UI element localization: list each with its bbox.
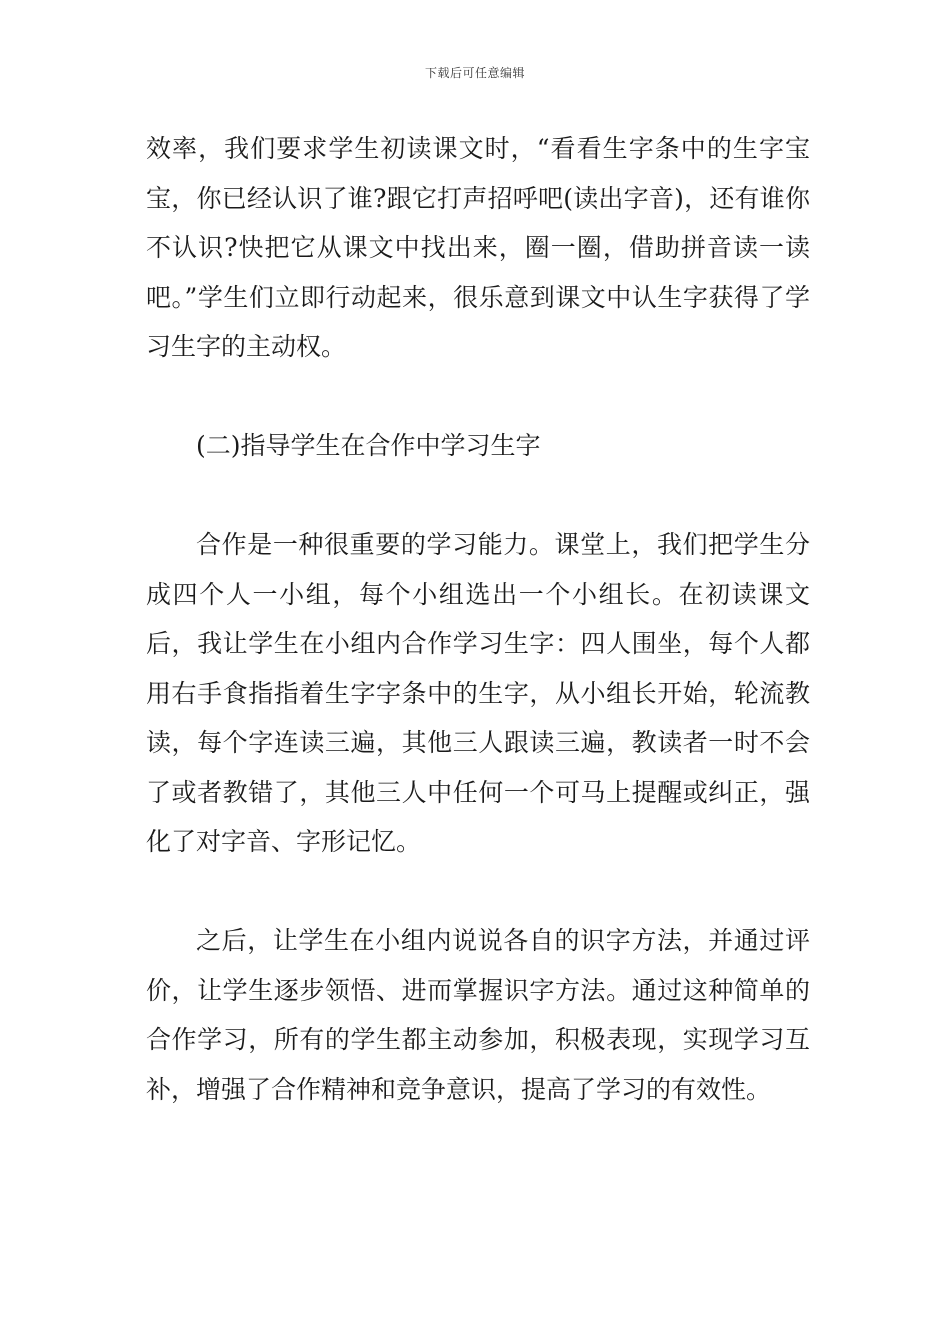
paragraph-continuation: 效率，我们要求学生初读课文时，“看看生字条中的生字宝宝，你已经认识了谁?跟它打声招呼吧(读出字音)，还有谁你不认识?快把它从课文中找出来，圈一圈，借助拼音读一读吧。”学生们立即行动起来，很乐意到课文中认生字获得了学习生字的主动权。: [146, 134, 810, 361]
paragraph-cooperation: 合作是一种很重要的学习能力。课堂上，我们把学生分成四个人一小组，每个小组选出一个小组长。在初读课文后，我让学生在小组内合作学习生字：四人围坐，每个人都用右手食指指着生字字条中的生字，从小组长开始，轮流教读，每个字连读三遍，其他三人跟读三遍，教读者一时不会了或者教错了，其他三人中任何一个可马上提醒或纠正，强化了对字音、字形记忆。: [146, 530, 810, 856]
document-body: [146, 124, 810, 1114]
paragraph-gap: [146, 471, 810, 521]
paragraph-evaluation: 之后，让学生在小组内说说各自的识字方法，并通过评价，让学生逐步领悟、进而掌握识字方法。通过这种简单的合作学习，所有的学生都主动参加，积极表现，实现学习互补，增强了合作精神和竞争意识，提高了学习的有效性。: [146, 926, 810, 1104]
paragraph-gap: [146, 867, 810, 917]
section-heading: (二)指导学生在合作中学习生字: [196, 431, 541, 460]
paragraph-gap: [146, 372, 810, 422]
page-header-note: 下载后可任意编辑: [424, 66, 525, 80]
